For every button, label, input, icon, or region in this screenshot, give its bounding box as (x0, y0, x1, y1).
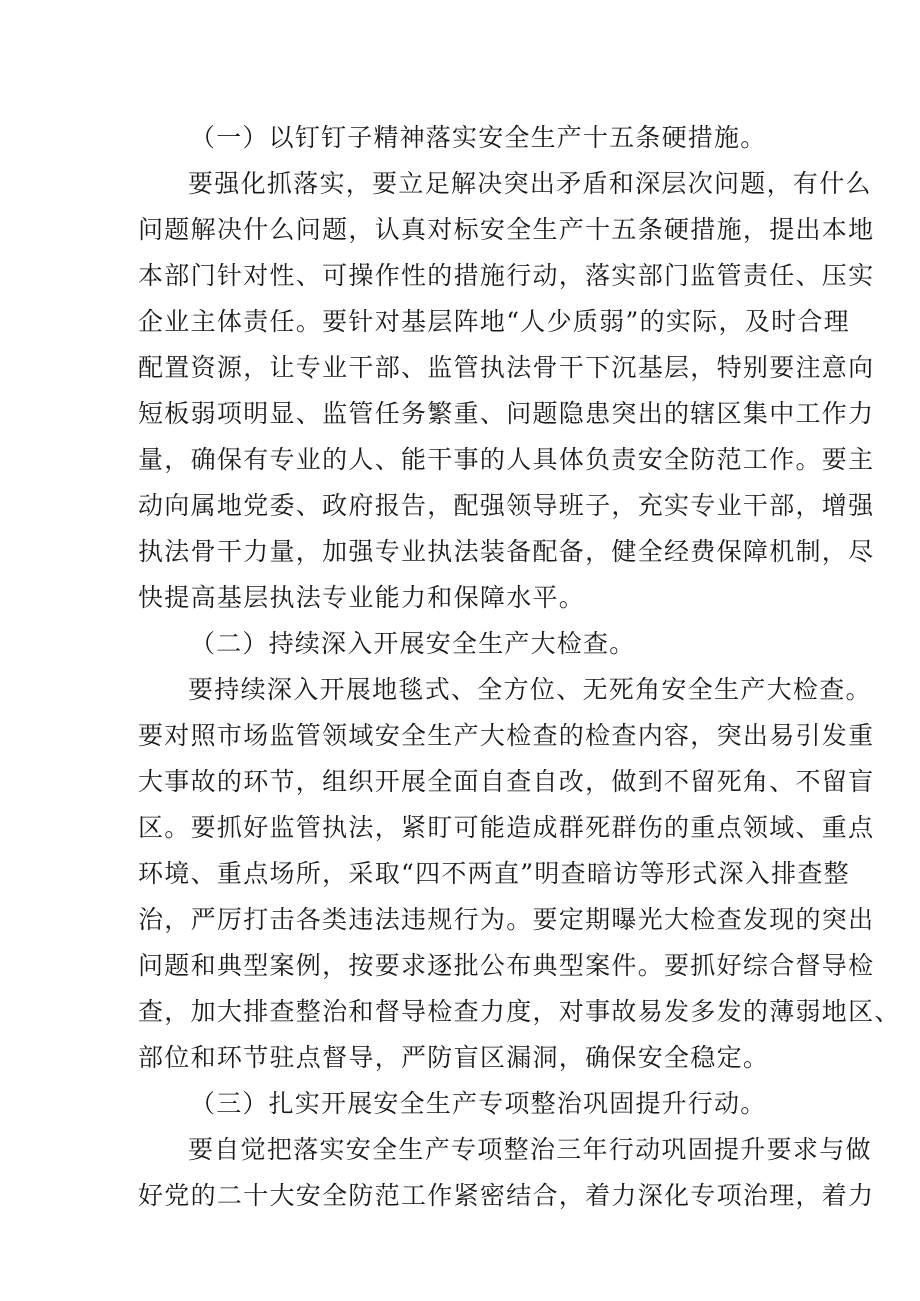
section-heading-3: （三）扎实开展安全生产专项整治巩固提升行动。 (190, 1089, 767, 1118)
paragraph-line: 短板弱项明显、监管任务繁重、问题隐患突出的辖区集中工作力 (138, 399, 875, 428)
paragraph-line: 要持续深入开展地毯式、全方位、无死角安全生产大检查。 (188, 675, 872, 704)
paragraph-line: 快提高基层执法专业能力和保障水平。 (138, 583, 586, 612)
paragraph-line: 量，确保有专业的人、能干事的人具体负责安全防范工作。要主 (138, 445, 875, 474)
paragraph-line: 要强化抓落实，要立足解决突出矛盾和深层次问题，有什么 (188, 169, 872, 198)
paragraph-line: 执法骨干力量，加强专业执法装备配备，健全经费保障机制，尽 (138, 537, 875, 566)
paragraph-line: 本部门针对性、可操作性的措施行动，落实部门监管责任、压实 (138, 261, 875, 290)
paragraph-line: 好党的二十大安全防范工作紧密结合，着力深化专项治理，着力 (138, 1181, 875, 1210)
paragraph-line: 问题和典型案例，按要求逐批公布典型案件。要抓好综合督导检 (138, 951, 875, 980)
paragraph-line: 查，加大排查整治和督导检查力度，对事故易发多发的薄弱地区、 (138, 997, 901, 1026)
paragraph-line: 配置资源，让专业干部、监管执法骨干下沉基层，特别要注意向 (138, 353, 875, 382)
paragraph-line: 动向属地党委、政府报告，配强领导班子，充实专业干部，增强 (138, 491, 875, 520)
section-heading-2: （二）持续深入开展安全生产大检查。 (190, 629, 636, 658)
paragraph-line: 环境、重点场所，采取“四不两直”明查暗访等形式深入排查整 (138, 859, 850, 888)
paragraph-line: 要对照市场监管领域安全生产大检查的检查内容，突出易引发重 (138, 721, 875, 750)
paragraph-line: 部位和环节驻点督导，严防盲区漏洞，确保安全稳定。 (138, 1043, 770, 1072)
paragraph-line: 问题解决什么问题，认真对标安全生产十五条硬措施，提出本地 (138, 215, 875, 244)
section-heading-1: （一）以钉钉子精神落实安全生产十五条硬措施。 (190, 123, 767, 152)
paragraph-line: 大事故的环节，组织开展全面自查自改，做到不留死角、不留盲 (138, 767, 875, 796)
paragraph-line: 要自觉把落实安全生产专项整治三年行动巩固提升要求与做 (188, 1135, 872, 1164)
paragraph-line: 治，严厉打击各类违法违规行为。要定期曝光大检查发现的突出 (138, 905, 875, 934)
paragraph-line: 企业主体责任。要针对基层阵地“人少质弱”的实际，及时合理 (138, 307, 850, 336)
paragraph-line: 区。要抓好监管执法，紧盯可能造成群死群伤的重点领域、重点 (138, 813, 875, 842)
